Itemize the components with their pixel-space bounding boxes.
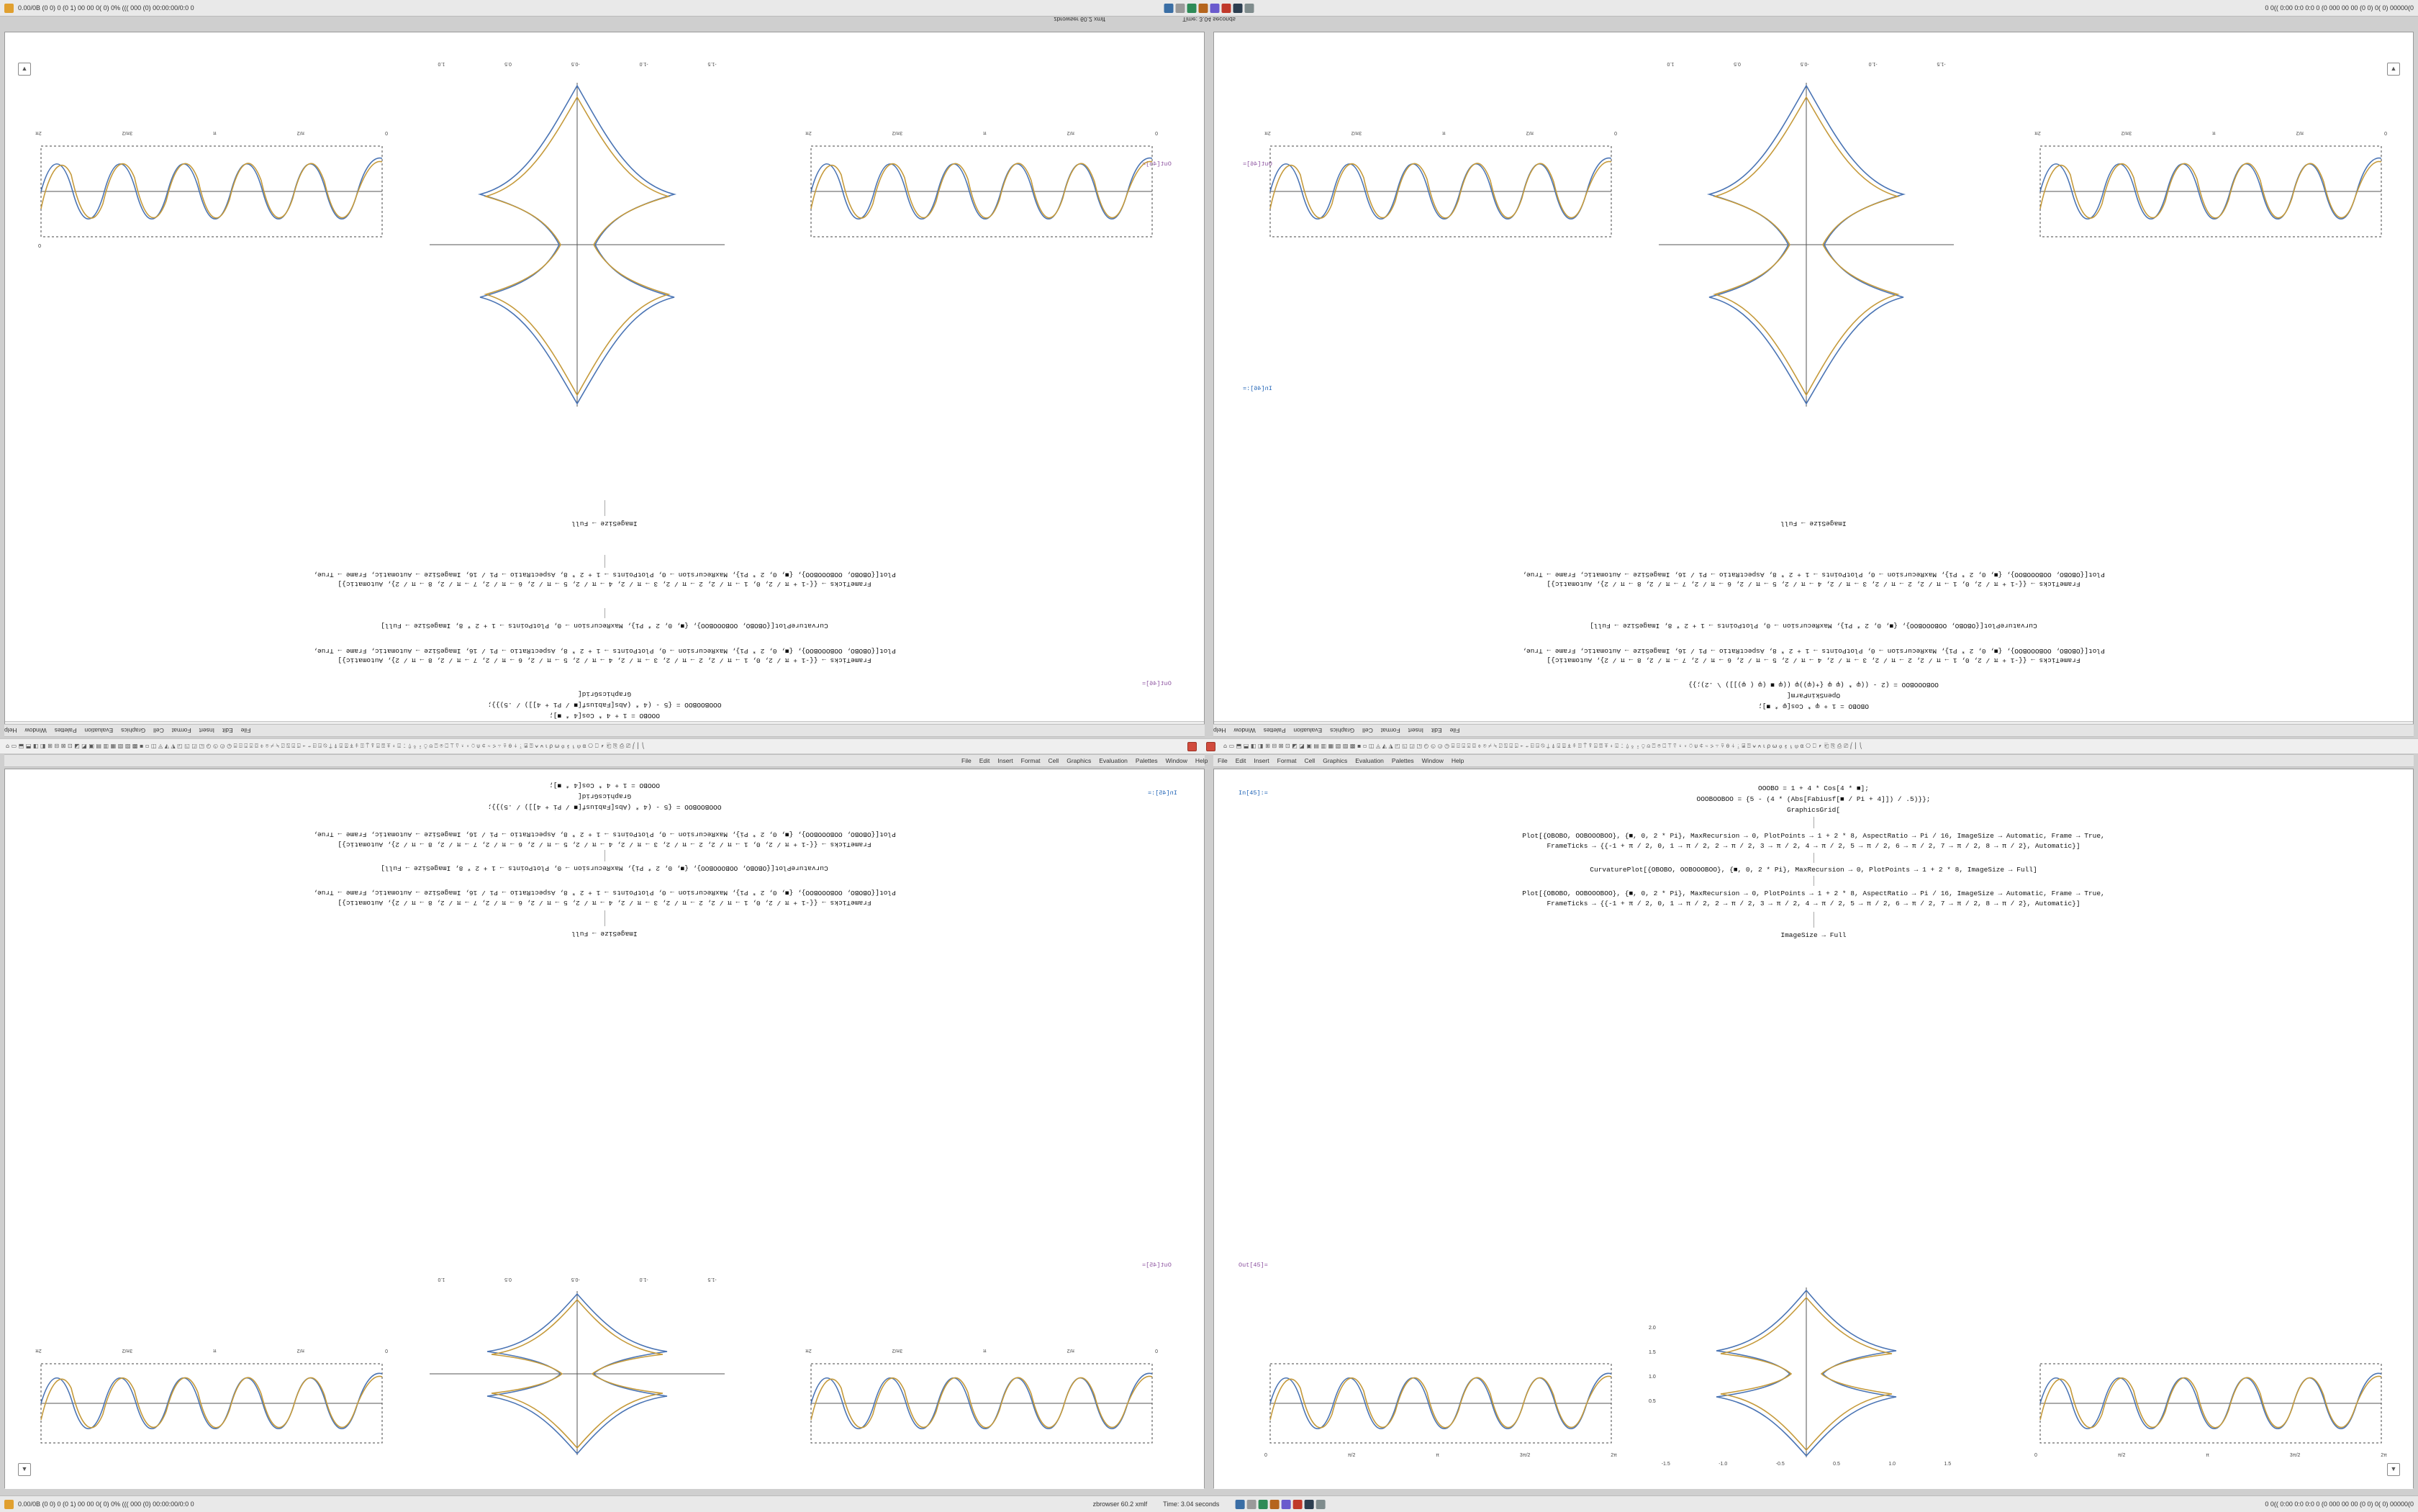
- menu-window[interactable]: Window: [24, 727, 47, 734]
- out-label-rb: Out[45]=: [1239, 1262, 1268, 1269]
- menu-cell[interactable]: Cell: [153, 727, 164, 734]
- code-plot2b-left[interactable]: FrameTicks → {{-1 + π / 2, 0, 1 → π / 2, 2 → π / 2, 3 → π / 2, 4 → π / 2, 5 → π / 2, 6 → π / 2, 7 → π / 2, 8 → π / 2}, Automatic}]: [338, 580, 871, 588]
- menu-evaluation[interactable]: Evaluation: [1293, 727, 1323, 734]
- wave-plot-svg-r2: [2034, 140, 2387, 248]
- out-label-right-top: Out[46]=: [1243, 160, 1272, 168]
- code-imagesize-right[interactable]: ImageSize → Full: [1780, 520, 1847, 528]
- cell-divider-lb1: [604, 850, 605, 861]
- wave-plot-svg-lb2: [805, 1358, 1158, 1452]
- toolbar-strip[interactable]: [0, 738, 2418, 754]
- polar-plot-svg-r: [1644, 76, 1968, 414]
- app-icon-bottom[interactable]: [4, 1500, 14, 1509]
- menu-window[interactable]: Window: [1233, 727, 1256, 734]
- menu-window[interactable]: Window: [1165, 757, 1187, 764]
- os-bottom-center-group: [1093, 1500, 1326, 1509]
- menu-cell[interactable]: Cell: [1362, 727, 1373, 734]
- menu-insert[interactable]: Insert: [199, 727, 214, 734]
- wave-xticks-rb2: 0 π/2 π 3π/2 2π: [2034, 1453, 2387, 1458]
- menubar-right-bottom[interactable]: [1213, 757, 1464, 764]
- code-imagesize-lb[interactable]: ImageSize → Full: [571, 930, 638, 938]
- menu-graphics[interactable]: Graphics: [1067, 757, 1092, 764]
- code-curv-lb[interactable]: CurvaturePlot[{OBOBO, OOBOOOBOO}, {■, 0, 2 * Pi}, MaxRecursion → 0, PlotPoints → 1 + 2 * 8, ImageSize → Full]: [381, 864, 828, 872]
- os-top-tray[interactable]: [1164, 4, 1254, 13]
- in-label-rb: In[45]:=: [1239, 789, 1268, 797]
- in-label-right-top: In[46]:=: [1243, 385, 1272, 392]
- menu-palettes[interactable]: Palettes: [1391, 757, 1414, 764]
- record-button-right[interactable]: [1206, 742, 1215, 751]
- menu-file[interactable]: File: [1449, 727, 1460, 734]
- polar-plot-right[interactable]: [1644, 61, 1968, 414]
- wave-plot-rb-2[interactable]: [2034, 1358, 2387, 1458]
- cell-divider-3: [604, 608, 605, 618]
- menu-file[interactable]: File: [240, 727, 251, 734]
- menubar-left-bottom[interactable]: [4, 757, 1208, 764]
- menu-evaluation[interactable]: Evaluation: [1355, 757, 1384, 764]
- polar-xticks-lb: -1.5 -1.0 -0.5 0.5 1.0: [438, 1277, 717, 1282]
- menu-format[interactable]: Format: [171, 727, 191, 734]
- tray-icon-4-bottom[interactable]: [1269, 1500, 1279, 1509]
- code-alt1-right[interactable]: OBOBO = 1 + φ * Cos[φ * ■];: [1758, 702, 1869, 710]
- wave-xticks-left-2: 0 π/2 π 3π/2 2π: [805, 130, 1158, 135]
- polar-xticks-right: -1.5 -1.0 -0.5 0.5 1.0: [1667, 61, 1946, 66]
- menu-insert[interactable]: Insert: [1408, 727, 1423, 734]
- wave-plot-rb-1[interactable]: [1264, 1358, 1617, 1458]
- wave-plot-svg-lb1: [35, 1358, 388, 1452]
- code-alt2-right[interactable]: OpenSkinParm[: [1786, 692, 1841, 700]
- code-plot2b-lb[interactable]: FrameTicks → {{-1 + π / 2, 0, 1 → π / 2, 2 → π / 2, 3 → π / 2, 4 → π / 2, 5 → π / 2, 6 → π / 2, 7 → π / 2, 8 → π / 2}, Automatic}]: [338, 899, 871, 907]
- wave-xticks-lb2: 0 π/2 π 3π/2 2π: [805, 1348, 1158, 1353]
- code-plot2b-right[interactable]: FrameTicks → {{-1 + π / 2, 0, 1 → π / 2, 2 → π / 2, 3 → π / 2, 4 → π / 2, 5 → π / 2, 6 → π / 2, 7 → π / 2, 8 → π / 2}, Automatic}]: [1547, 580, 2080, 588]
- menu-file[interactable]: File: [961, 757, 972, 764]
- code-imagesize-rb[interactable]: ImageSize → Full: [1780, 931, 1847, 939]
- menu-evaluation[interactable]: Evaluation: [84, 727, 114, 734]
- tray-icon-5-bottom[interactable]: [1281, 1500, 1290, 1509]
- menu-insert[interactable]: Insert: [997, 757, 1013, 764]
- menu-edit[interactable]: Edit: [222, 727, 233, 734]
- menu-edit[interactable]: Edit: [1235, 757, 1246, 764]
- code-plot1b-lb[interactable]: FrameTicks → {{-1 + π / 2, 0, 1 → π / 2, 2 → π / 2, 3 → π / 2, 4 → π / 2, 5 → π / 2, 6 → π / 2, 7 → π / 2, 8 → π / 2}, Automatic}]: [338, 841, 871, 848]
- menu-format[interactable]: Format: [1380, 727, 1400, 734]
- code-row-rb[interactable]: OOOBOOBOO = {5 - (4 * (Abs[Fabiusf[■ / Pi + 4]]) / .5)}};: [1696, 795, 1931, 803]
- os-top-browser-label: zbrowser 60.2 xmlf: [1054, 16, 1105, 23]
- menubar-strip-left[interactable]: [4, 724, 1205, 737]
- wave-plot-left[interactable]: [35, 130, 388, 248]
- menu-evaluation[interactable]: Evaluation: [1099, 757, 1128, 764]
- os-bottom-browser-label: zbrowser 60.2 xmlf: [1092, 1500, 1148, 1508]
- code-imagesize-left[interactable]: ImageSize → Full: [571, 520, 638, 528]
- tray-icon-8[interactable]: [1245, 4, 1254, 13]
- menu-edit[interactable]: Edit: [979, 757, 990, 764]
- code-plot1-left[interactable]: Plot[{OBOBO, OOBOOOBOO}, {■, 0, 2 * Pi}, MaxRecursion → 0, PlotPoints → 1 + 2 * 8, AspectRatio → Pi / 16, ImageSize → Automatic, Frame → True,: [313, 647, 896, 655]
- wave-xticks-lb1: 0 π/2 π 3π/2 2π: [35, 1348, 388, 1353]
- menu-graphics[interactable]: Graphics: [1330, 727, 1355, 734]
- code-row-lb[interactable]: OOOBOOBOO = {5 - (4 * (Abs[Fabiusf[■ / Pi + 4]]) / .5)}};: [487, 803, 722, 811]
- code-plot1b-left[interactable]: FrameTicks → {{-1 + π / 2, 0, 1 → π / 2, 2 → π / 2, 3 → π / 2, 4 → π / 2, 5 → π / 2, 6 → π / 2, 7 → π / 2, 8 → π / 2}, Automatic}]: [338, 656, 871, 664]
- os-bottom-tray[interactable]: [1235, 1500, 1325, 1509]
- polar-plot-lb[interactable]: [415, 1277, 739, 1457]
- wave-plot-right-2[interactable]: [2034, 130, 2387, 248]
- polar-plot-svg-rb: [1644, 1287, 1968, 1460]
- os-top-left-group: [0, 4, 194, 13]
- os-bottom-left-text: 0.00/0B (0 0) 0 (0 1) 00 00 0( 0) 0% ((( 000 (0) 00:00:00/0:0 0: [18, 1500, 194, 1508]
- toolbar-glyph-row-right: ⌂ ▭ ⬒ ⬓ ◧ ◨ ⊞ ⊟ ⊠ ⊡ ◩ ◪ ▣ ▤ ▥ ▦ ▧ ▨ ▩ ▪ ▫ ◫ ◬ ◭ ◮ ◰ ◱ ◲ ◳ ◴ ◵ ◶ ◷ ⌸ ⌹ ⌺ ⌻ ⌼ ⌽ ⌾ ⌿ ⍀ ⍁ ⍂ ⍃ ⍄ ⍅ ⍆ ⍇ ⍈ ⍉ ⍊ ⍋ ⍌ ⍍ ⍎ ⍏ ⍐ ⍑ ⍒ ⍓ ⍔ ⍕ ⍖ ⍗ ⍘ ⍙ ⍚ ⍛ ⍜ ⍝ ⍞ ⍟ ⍠ ⍡ ⍢ ⍣ ⍤ ⍥ ⍦ ⍧ ⍨ ⍩ ⍪ ⍫ ⍬ ⍭ ⍮ ⍯ ⍰ ⍱ ⍲ ⍳ ⍴ ⍵ ⍶ ⍷ ⍸ ⍹ ⍺ ⎔ ⎕ ⎖ ⎗ ⎘ ⎙ ⎚ ⎛ ⎜ ⎝: [1223, 743, 1862, 749]
- os-bottom-bar: [0, 1495, 2418, 1512]
- menu-file[interactable]: File: [1218, 757, 1228, 764]
- tray-icon-2[interactable]: [1176, 4, 1185, 13]
- code-curvature-left[interactable]: CurvaturePlot[{OBOBO, OOBOOOBOO}, {■, 0, 2 * Pi}, MaxRecursion → 0, PlotPoints → 1 + 2 * 8, ImageSize → Full]: [381, 622, 828, 630]
- code-plot1-right[interactable]: Plot[{OBOBO, OOBOOOBOO}, {■, 0, 2 * Pi}, MaxRecursion → 0, PlotPoints → 1 + 2 * 8, AspectRatio → Pi / 16, ImageSize → Automatic, Frame → True,: [1522, 647, 2105, 655]
- wave-plot-lb-1[interactable]: [35, 1348, 388, 1452]
- os-top-bar: [0, 0, 2418, 17]
- wave-xticks-right-1: 0 π/2 π 3π/2 2π: [1264, 130, 1617, 135]
- svg-text:1.0: 1.0: [1649, 1375, 1656, 1380]
- svg-text:2.0: 2.0: [1649, 1326, 1656, 1331]
- os-top-right-group: [2265, 4, 2414, 12]
- menu-edit[interactable]: Edit: [1431, 727, 1442, 734]
- wave-plot-svg: [35, 140, 388, 248]
- code-plot2-right[interactable]: Plot[{OBOBO, OOBOOOBOO}, {■, 0, 2 * Pi}, MaxRecursion → 0, PlotPoints → 1 + 2 * 8, AspectRatio → Pi / 16, ImageSize → Automatic, Frame → True,: [1522, 571, 2105, 579]
- menu-format[interactable]: Format: [1020, 757, 1041, 764]
- menu-graphics[interactable]: Graphics: [1323, 757, 1348, 764]
- code-plot2-lb[interactable]: Plot[{OBOBO, OOBOOOBOO}, {■, 0, 2 * Pi}, MaxRecursion → 0, PlotPoints → 1 + 2 * 8, AspectRatio → Pi / 16, ImageSize → Automatic, Frame → True,: [313, 889, 896, 897]
- cell-expand-icon-lb[interactable]: ▼: [18, 1463, 31, 1476]
- os-top-time-label: Time: 3.04 seconds: [1182, 16, 1236, 23]
- wave-plot-svg-r1: [1264, 140, 1617, 248]
- tray-icon-5[interactable]: [1210, 4, 1220, 13]
- os-top-left-text: 0.00/0B (0 0) 0 (0 1) 00 00 0( 0) 0% ((( 000 (0) 00:00:00/0:0 0: [18, 4, 194, 12]
- menu-palettes[interactable]: Palettes: [1263, 727, 1286, 734]
- menu-palettes[interactable]: Palettes: [1135, 757, 1158, 764]
- menubar-strip-left-bottom[interactable]: [4, 754, 1208, 767]
- menubar-left-top[interactable]: [4, 727, 1208, 734]
- menu-palettes[interactable]: Palettes: [54, 727, 77, 734]
- svg-text:1.5: 1.5: [1649, 1350, 1656, 1355]
- wave-xticks-rb1: 0 π/2 π 3π/2 2π: [1264, 1453, 1617, 1458]
- cell-expand-icon-rb[interactable]: ▼: [2387, 1463, 2400, 1476]
- window-left-bottom[interactable]: [4, 769, 1205, 1488]
- out-label-left-top-2: Out[46]=: [1142, 160, 1172, 168]
- svg-text:0.5: 0.5: [1649, 1399, 1656, 1404]
- os-bottom-right-group: [2265, 1500, 2414, 1508]
- wave-plot-right[interactable]: [1264, 130, 1617, 248]
- code-grid-rb[interactable]: GraphicsGrid[: [1786, 806, 1841, 814]
- code-plot1b-rb[interactable]: FrameTicks → {{-1 + π / 2, 0, 1 → π / 2, 2 → π / 2, 3 → π / 2, 4 → π / 2, 5 → π / 2, 6 → π / 2, 7 → π / 2, 8 → π / 2}, Automatic}]: [1547, 842, 2080, 850]
- polar-plot-svg-lb: [415, 1291, 739, 1457]
- code-grid-lb[interactable]: GraphicsGrid[: [577, 792, 632, 800]
- menubar-right-top[interactable]: [1213, 727, 2417, 734]
- os-bottom-right-text: 0 0(( 0:00 0:0 0:0 0 (0 000 00 00 (0 0) 0( 0) 00000(0: [2265, 1500, 2414, 1508]
- toolbar-glyph-row-left: ⌂ ▭ ⬒ ⬓ ◧ ◨ ⊞ ⊟ ⊠ ⊡ ◩ ◪ ▣ ▤ ▥ ▦ ▧ ▨ ▩ ▪ ▫ ◫ ◬ ◭ ◮ ◰ ◱ ◲ ◳ ◴ ◵ ◶ ◷ ⌸ ⌹ ⌺ ⌻ ⌼ ⌽ ⌾ ⌿ ⍀ ⍁ ⍂ ⍃ ⍄ ⍅ ⍆ ⍇ ⍈ ⍉ ⍊ ⍋ ⍌ ⍍ ⍎ ⍏ ⍐ ⍑ ⍒ ⍓ ⍔ ⍕ ⍖ ⍗ ⍘ ⍙ ⍚ ⍛ ⍜ ⍝ ⍞ ⍟ ⍠ ⍡ ⍢ ⍣ ⍤ ⍥ ⍦ ⍧ ⍨ ⍩ ⍪ ⍫ ⍬ ⍭ ⍮ ⍯ ⍰ ⍱ ⍲ ⍳ ⍴ ⍵ ⍶ ⍷ ⍸ ⍹ ⍺ ⎔ ⎕ ⎖ ⎗ ⎘ ⎙ ⎚ ⎛ ⎜ ⎝: [6, 743, 645, 749]
- polar-xticks-rb: -1.5 -1.0 -0.5 0.5 1.0 1.5: [1661, 1462, 1952, 1467]
- polar-xticks-left: -1.5 -1.0 -0.5 0.5 1.0: [438, 61, 717, 66]
- cell-collapse-icon-right[interactable]: ▲: [2387, 63, 2400, 76]
- wave-xticks-left: 0 π/2 π 3π/2 2π: [35, 130, 388, 135]
- window-right-top[interactable]: [1213, 32, 2414, 737]
- menu-window[interactable]: Window: [1421, 757, 1444, 764]
- polar-plot-rb[interactable]: [1644, 1287, 1968, 1467]
- wave-plot-lb-2[interactable]: [805, 1348, 1158, 1452]
- tray-icon-6[interactable]: [1222, 4, 1231, 13]
- wave-xticks-right-2: 0 π/2 π 3π/2 2π: [2034, 130, 2387, 135]
- tray-icon-2-bottom[interactable]: [1246, 1500, 1256, 1509]
- wave-plot-left-2[interactable]: [805, 130, 1158, 248]
- app-icon[interactable]: [4, 4, 14, 13]
- tray-icon-8-bottom[interactable]: [1316, 1500, 1325, 1509]
- svg-text:0: 0: [38, 243, 41, 248]
- cell-divider-1: [604, 500, 605, 516]
- cell-divider-2: [604, 555, 605, 568]
- menu-cell[interactable]: Cell: [1048, 757, 1059, 764]
- code-plot1-lb[interactable]: Plot[{OBOBO, OOBOOOBOO}, {■, 0, 2 * Pi}, MaxRecursion → 0, PlotPoints → 1 + 2 * 8, AspectRatio → Pi / 16, ImageSize → Automatic, Frame → True,: [313, 830, 896, 838]
- notebook-canvas-right-bottom[interactable]: [1214, 769, 2413, 1489]
- menu-help[interactable]: Help: [1195, 757, 1208, 764]
- wave-plot-svg-rb2: [2034, 1358, 2387, 1452]
- tray-icon-7[interactable]: [1233, 4, 1243, 13]
- toolbar-glyphs-right[interactable]: [1223, 742, 2396, 751]
- code-graphicsgrid-left[interactable]: GraphicsGrid[: [577, 690, 632, 698]
- code-curvedef-lb[interactable]: OOOBO = 1 + 4 * Cos[4 * ■];: [549, 782, 660, 789]
- tray-icon-6-bottom[interactable]: [1292, 1500, 1302, 1509]
- code-alt3-right[interactable]: OOBOOOBOO = (2 - ((φ * (φ φ {+(φ))φ ((φ ■ (φ ( φ)]]) \ .2);}}: [1688, 681, 1939, 689]
- tray-icon-1-bottom[interactable]: [1235, 1500, 1244, 1509]
- code-curvedef-rb[interactable]: OOOBO = 1 + 4 * Cos[4 * ■];: [1758, 784, 1869, 792]
- menubar-strip-right-bottom[interactable]: [1213, 754, 2414, 767]
- code-plot1b-right[interactable]: FrameTicks → {{-1 + π / 2, 0, 1 → π / 2, 2 → π / 2, 3 → π / 2, 4 → π / 2, 5 → π / 2, 6 → π / 2, 7 → π / 2, 8 → π / 2}, Automatic}]: [1547, 656, 2080, 664]
- in-label-left-bottom: In[45]:=: [1148, 789, 1177, 797]
- menubar-strip-right[interactable]: [1213, 724, 2414, 737]
- out-label-left-top: Out[46]=: [1142, 680, 1172, 687]
- polar-plot-svg: [415, 76, 739, 414]
- window-right-bottom[interactable]: [1213, 769, 2414, 1488]
- record-button-left[interactable]: [1187, 742, 1197, 751]
- code-plot2-left[interactable]: Plot[{OBOBO, OOBOOOBOO}, {■, 0, 2 * Pi}, MaxRecursion → 0, PlotPoints → 1 + 2 * 8, AspectRatio → Pi / 16, ImageSize → Automatic, Frame → True,: [313, 571, 896, 579]
- code-plot1-rb[interactable]: Plot[{OBOBO, OOBOOOBOO}, {■, 0, 2 * Pi}, MaxRecursion → 0, PlotPoints → 1 + 2 * 8, AspectRatio → Pi / 16, ImageSize → Automatic, Frame → True,: [1522, 832, 2105, 840]
- menu-format[interactable]: Format: [1277, 757, 1297, 764]
- menu-help[interactable]: Help: [1451, 757, 1464, 764]
- menu-insert[interactable]: Insert: [1254, 757, 1269, 764]
- code-curvedef-left[interactable]: OOOBO = 1 + 4 * Cos[4 * ■];: [549, 712, 660, 720]
- os-top-right-text: 0 0(( 0:00 0:0 0:0 0 (0 000 00 00 (0 0) 0( 0) 00000(0: [2265, 4, 2414, 12]
- tray-icon-3[interactable]: [1187, 4, 1197, 13]
- code-plot2-rb[interactable]: Plot[{OBOBO, OOBOOOBOO}, {■, 0, 2 * Pi}, MaxRecursion → 0, PlotPoints → 1 + 2 * 8, AspectRatio → Pi / 16, ImageSize → Automatic, Frame → True,: [1522, 889, 2105, 897]
- out-label-left-bottom: Out[45]=: [1142, 1262, 1172, 1269]
- wave-plot-svg-rb1: [1264, 1358, 1617, 1452]
- notebook-canvas-right-top[interactable]: [1214, 32, 2413, 723]
- tray-icon-3-bottom[interactable]: [1258, 1500, 1267, 1509]
- notebook-canvas-left-top[interactable]: [5, 32, 1204, 723]
- code-curvature-right[interactable]: CurvaturePlot[{OBOBO, OOBOOOBOO}, {■, 0, 2 * Pi}, MaxRecursion → 0, PlotPoints → 1 + 2 * 8, ImageSize → Full]: [1590, 622, 2037, 630]
- wave-plot-svg-2: [805, 140, 1158, 248]
- tray-icon-7-bottom[interactable]: [1304, 1500, 1313, 1509]
- menu-graphics[interactable]: Graphics: [121, 727, 146, 734]
- os-bottom-time-label: Time: 3.04 seconds: [1163, 1500, 1220, 1508]
- code-curv-rb[interactable]: CurvaturePlot[{OBOBO, OOBOOOBOO}, {■, 0, 2 * Pi}, MaxRecursion → 0, PlotPoints → 1 + 2 * 8, ImageSize → Full]: [1590, 866, 2037, 874]
- cell-divider-lb2: [604, 910, 605, 926]
- code-row-left[interactable]: OOOBOOBOO = {5 - (4 * (Abs[Fabiusf[■ / Pi + 4]]) / .5)}};: [487, 701, 722, 709]
- notebook-canvas-left-bottom[interactable]: [5, 769, 1204, 1489]
- toolbar-glyphs-left[interactable]: [6, 742, 1179, 751]
- menu-help[interactable]: Help: [4, 727, 17, 734]
- window-left-top[interactable]: [4, 32, 1205, 737]
- tray-icon-1[interactable]: [1164, 4, 1174, 13]
- os-bottom-left-group: [0, 1500, 194, 1509]
- menu-help[interactable]: Help: [1213, 727, 1226, 734]
- cell-collapse-icon[interactable]: ▲: [18, 63, 31, 76]
- code-plot2b-rb[interactable]: FrameTicks → {{-1 + π / 2, 0, 1 → π / 2, 2 → π / 2, 3 → π / 2, 4 → π / 2, 5 → π / 2, 6 → π / 2, 7 → π / 2, 8 → π / 2}, Automatic}]: [1547, 900, 2080, 907]
- menu-cell[interactable]: Cell: [1304, 757, 1316, 764]
- polar-plot-left[interactable]: [415, 61, 739, 414]
- os-top-center-group: [1164, 4, 1254, 13]
- tray-icon-4[interactable]: [1199, 4, 1208, 13]
